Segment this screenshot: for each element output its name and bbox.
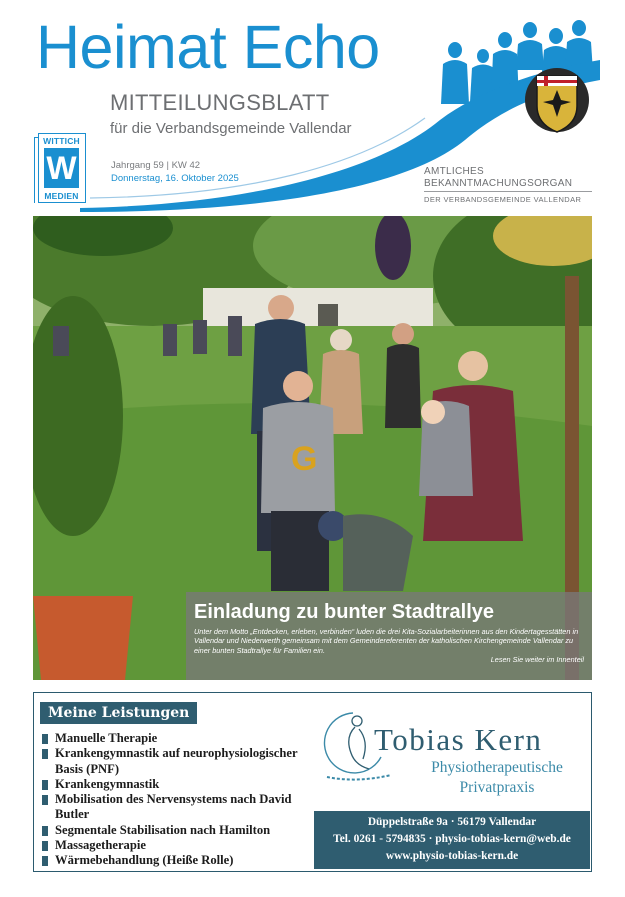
service-item xyxy=(42,838,312,853)
bullet-icon xyxy=(42,826,48,836)
logo-text-bottom: MEDIEN xyxy=(44,191,79,201)
service-item xyxy=(42,823,312,838)
masthead-subtitle: MITTEILUNGSBLATT xyxy=(110,90,330,115)
services-list xyxy=(42,731,312,869)
contact-box xyxy=(314,811,590,869)
masthead-title: Heimat Echo xyxy=(36,13,380,81)
service-label: Manuelle Therapie xyxy=(55,731,158,745)
service-label: Segmentale Stabilisation nach Hamilton xyxy=(55,822,271,837)
contact-website[interactable]: www.physio-tobias-kern.de xyxy=(385,850,519,862)
service-label: Mobilisation des Nervensystems nach David Butler xyxy=(55,792,292,822)
masthead xyxy=(0,0,625,215)
official-line-2: BEKANNTMACHUNGSORGAN xyxy=(424,178,573,189)
official-line-1: AMTLICHES xyxy=(424,166,484,177)
service-label: Wärmebehandlung (Heiße Rolle) xyxy=(55,853,234,868)
bullet-icon xyxy=(42,841,48,851)
hero-read-more: Lesen Sie weiter im Innenteil xyxy=(490,655,584,665)
logo-w-icon: W xyxy=(44,148,79,188)
wittich-medien-logo xyxy=(34,133,86,203)
hero-headline: Einladung zu bunter Stadtrallye xyxy=(194,601,495,623)
logo-text-top: WITTICH xyxy=(43,136,80,146)
coat-of-arms-icon xyxy=(524,62,590,138)
issue-date: Donnerstag, 16. Oktober 2025 xyxy=(111,173,239,184)
hero-text: Unter dem Motto „Entdecken, erleben, verbinden“ luden die drei Kita-Sozialarbeiterinnen aus den Kindertagesstätten in Vallendar und Niederwerth gemeinsam mit dem Gemeindereferenten der katholischen Kirchengemeinde Vallendar zu einer bunten Stadtrallye für Familien ein. xyxy=(194,627,579,655)
service-item xyxy=(42,792,312,823)
bullet-icon xyxy=(42,734,48,744)
contact-address: Düppelstraße 9a · 56179 Vallendar xyxy=(367,816,537,828)
hero-photo xyxy=(33,216,592,680)
practice-type-2: Privatpraxis xyxy=(459,779,535,796)
physio-advertisement xyxy=(33,692,592,872)
service-label: Krankengymnastik auf neurophysiologischer Basis (PNF) xyxy=(55,746,298,776)
official-organ-label xyxy=(424,166,592,190)
service-item xyxy=(42,746,312,777)
practice-type-1: Physiotherapeutische xyxy=(431,759,563,776)
service-label: Krankengymnastik xyxy=(55,776,160,791)
bullet-icon xyxy=(42,795,48,805)
services-header: Meine Leistungen xyxy=(40,702,197,724)
practice-name: Tobias Kern xyxy=(374,722,543,757)
contact-phone-email[interactable]: Tel. 0261 - 5794835 · physio-tobias-kern@web.de xyxy=(333,833,571,845)
service-item xyxy=(42,731,312,746)
bullet-icon xyxy=(42,856,48,866)
service-item xyxy=(42,777,312,792)
bullet-icon xyxy=(42,749,48,759)
masthead-subtitle-region: für die Verbandsgemeinde Vallendar xyxy=(110,120,352,137)
bullet-icon xyxy=(42,780,48,790)
hero-caption xyxy=(186,592,592,680)
logo-box xyxy=(38,133,86,203)
service-item xyxy=(42,853,312,868)
issue-number: Jahrgang 59 | KW 42 xyxy=(111,160,201,171)
official-divider xyxy=(424,191,592,192)
svg-text:G: G xyxy=(291,440,318,478)
service-label: Massagetherapie xyxy=(55,838,146,853)
official-line-3: DER VERBANDSGEMEINDE VALLENDAR xyxy=(424,195,582,204)
